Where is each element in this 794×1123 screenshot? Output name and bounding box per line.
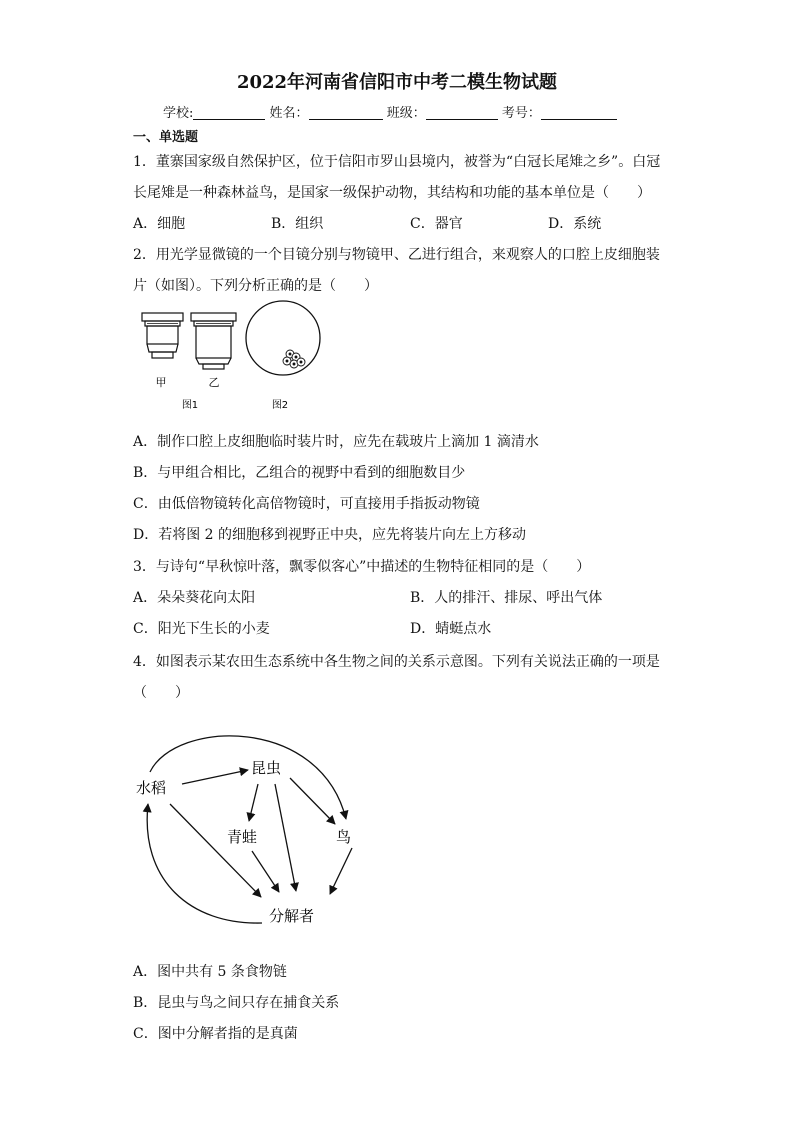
q2-stem-line1: 2．用光学显微镜的一个目镜分别与物镜甲、乙进行组合，来观察人的口腔上皮细胞装: [133, 247, 660, 263]
q1-stem-line2: 长尾雉是一种森林益鸟，是国家一级保护动物，其结构和功能的基本单位是（ ）: [133, 185, 651, 201]
arrow-bird-to-decomposer: [330, 848, 352, 894]
objective-lens-yi: [191, 313, 236, 369]
field-of-view-circle: [246, 301, 320, 375]
section-heading: 一、单选题: [133, 130, 199, 145]
q4-option-b: B．昆虫与鸟之间只存在捕食关系: [133, 995, 340, 1011]
q1-option-c: C．器官: [410, 216, 463, 232]
q2-option-b: B．与甲组合相比，乙组合的视野中看到的细胞数目少: [133, 465, 466, 481]
q4-stem-line1: 4．如图表示某农田生态系统中各生物之间的关系示意图。下列有关说法正确的一项是: [133, 654, 660, 670]
label-jia: 甲: [155, 376, 167, 389]
arrow-insect-to-decomposer: [275, 784, 296, 891]
class-label: 班级：: [386, 106, 426, 121]
q2-option-d: D．若将图 2 的细胞移到视野正中央，应先将装片向左上方移动: [133, 527, 527, 543]
q1-option-a: A．细胞: [133, 216, 186, 232]
q4-option-c: C．图中分解者指的是真菌: [133, 1026, 298, 1042]
q4-option-a: A．图中共有 5 条食物链: [133, 964, 287, 980]
student-info-line: [163, 102, 617, 121]
exam-number-label: 考号：: [501, 106, 541, 121]
q3-option-c: C．阳光下生长的小麦: [133, 621, 270, 637]
arc-decomposer-to-rice: [147, 804, 262, 923]
objective-lens-jia: [142, 313, 183, 358]
school-blank: [193, 105, 265, 120]
figure-1-caption: 图1: [181, 400, 199, 411]
q3-stem: 3．与诗句“早秋惊叶落，飘零似客心”中描述的生物特征相同的是（ ）: [133, 559, 591, 575]
node-bird: 鸟: [336, 828, 352, 846]
q3-option-d: D．蜻蜓点水: [410, 621, 492, 637]
q2-option-a: A．制作口腔上皮细胞临时装片时，应先在载玻片上滴加 1 滴清水: [133, 434, 539, 450]
q1-option-b: B．组织: [271, 216, 324, 232]
q4-stem-line2: （ ）: [133, 685, 189, 701]
school-label: 学校:: [163, 106, 194, 121]
q3-option-b: B．人的排汗、排尿、呼出气体: [410, 590, 603, 606]
arrow-insect-to-bird: [290, 778, 335, 824]
node-decomposer: 分解者: [269, 907, 315, 925]
arrow-frog-to-decomposer: [252, 851, 279, 892]
microscope-figure: [133, 300, 333, 415]
label-yi: 乙: [208, 376, 220, 389]
q2-stem-line2: 片（如图）。下列分析正确的是（ ）: [133, 278, 378, 294]
node-rice: 水稻: [136, 779, 167, 797]
arc-rice-to-bird: [150, 736, 346, 819]
q1-stem-line1: 1．董寨国家级自然保护区，位于信阳市罗山县境内，被誉为“白冠长尾雉之乡”。白冠: [133, 154, 661, 170]
node-frog: 青蛙: [227, 828, 258, 846]
q3-option-a: A．朵朵葵花向太阳: [133, 590, 256, 606]
node-insect: 昆虫: [251, 759, 282, 777]
name-blank: [309, 105, 383, 120]
figure-2-caption: 图2: [271, 400, 289, 411]
arrow-rice-to-insect: [182, 770, 248, 784]
arrow-rice-to-decomposer: [170, 804, 261, 897]
name-label: 姓名：: [269, 106, 309, 121]
q2-option-c: C．由低倍物镜转化高倍物镜时，可直接用手指扳动物镜: [133, 496, 480, 512]
arrow-insect-to-frog: [249, 784, 258, 821]
page-title: 2022年河南省信阳市中考二模生物试题: [236, 72, 558, 93]
q1-option-d: D．系统: [548, 216, 602, 232]
class-blank: [426, 105, 498, 120]
food-web-diagram: [130, 720, 370, 935]
exam-number-blank: [541, 105, 617, 120]
